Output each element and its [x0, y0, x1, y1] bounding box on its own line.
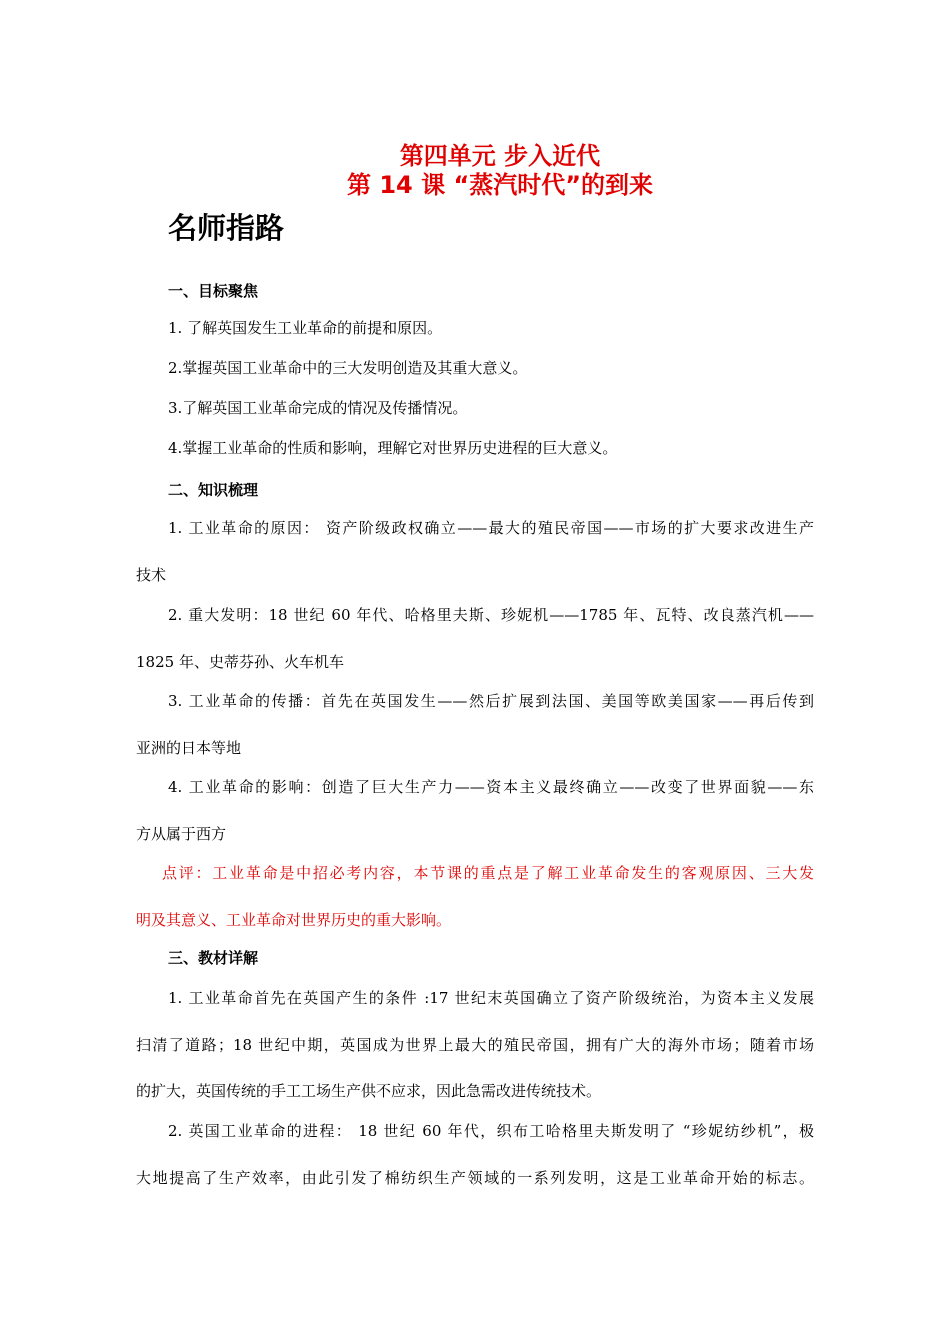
knowledge-4-line-b: 方从属于西方 [136, 825, 227, 843]
textbook-1-line-a: 1. 工业革命首先在英国产生的条件 :17 世纪末英国确立了资产阶级统治，为资本主义发展 [168, 989, 814, 1007]
goal-item-2: 2.掌握英国工业革命中的三大发明创造及其重大意义。 [168, 359, 528, 377]
textbook-1-line-b: 扫清了道路；18 世纪中期，英国成为世界上最大的殖民帝国，拥有广大的海外市场；随着市场 [136, 1036, 814, 1054]
goal-item-3: 3.了解英国工业革命完成的情况及传播情况。 [168, 399, 468, 417]
textbook-1-line-c: 的扩大，英国传统的手工工场生产供不应求，因此急需改进传统技术。 [136, 1082, 602, 1100]
knowledge-4-line-a: 4. 工业革命的影响：创造了巨大生产力——资本主义最终确立——改变了世界面貌——东 [168, 778, 814, 796]
textbook-2-line-a: 2. 英国工业革命的进程： 18 世纪 60 年代，织布工哈格里夫斯发明了 “珍妮纺纱机”，极 [168, 1122, 814, 1140]
comment-line-a: 点评：工业革命是中招必考内容，本节课的重点是了解工业革命发生的客观原因、三大发 [162, 864, 814, 882]
knowledge-3-line-a: 3. 工业革命的传播：首先在英国发生——然后扩展到法国、美国等欧美国家——再后传到 [168, 692, 814, 710]
unit-title: 第四单元 步入近代 [399, 142, 601, 170]
comment-line-b: 明及其意义、工业革命对世界历史的重大影响。 [136, 911, 452, 929]
goal-item-1: 1. 了解英国发生工业革命的前提和原因。 [168, 319, 443, 337]
knowledge-2-line-a: 2. 重大发明：18 世纪 60 年代、哈格里夫斯、珍妮机——1785 年、瓦特、改良蒸汽机—— [168, 606, 814, 624]
section-title-textbook: 三、教材详解 [168, 949, 259, 967]
section-title-knowledge: 二、知识梳理 [168, 481, 259, 499]
page-heading: 名师指路 [168, 211, 285, 245]
textbook-2-line-b: 大地提高了生产效率，由此引发了棉纺织生产领域的一系列发明，这是工业革命开始的标志。 [136, 1169, 814, 1187]
goal-item-4: 4.掌握工业革命的性质和影响，理解它对世界历史进程的巨大意义。 [168, 439, 618, 457]
knowledge-2-line-b: 1825 年、史蒂芬孙、火车机车 [136, 653, 344, 671]
lesson-title: 第 14 课 “蒸汽时代”的到来 [346, 171, 653, 199]
section-title-goals: 一、目标聚焦 [168, 282, 259, 300]
knowledge-1-line-a: 1. 工业革命的原因： 资产阶级政权确立——最大的殖民帝国——市场的扩大要求改进生产 [168, 519, 814, 537]
knowledge-1-line-b: 技术 [136, 566, 167, 584]
knowledge-3-line-b: 亚洲的日本等地 [136, 739, 242, 757]
